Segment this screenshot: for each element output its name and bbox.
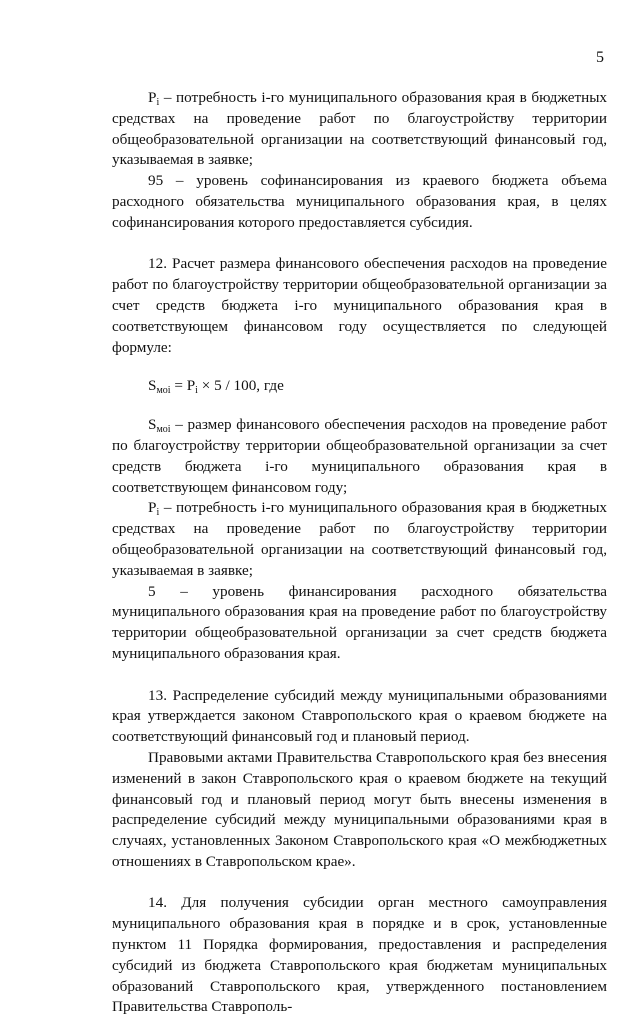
paragraph-13: 13. Распределение субсидий между муниципальными образованиями края утверждается законом Ставропольского края о краевом бюджете на соответствующий финансовый год и плановый период. <box>112 686 607 746</box>
paragraph-95-definition: 95 – уровень софинансирования из краевого бюджета объема расходного обязательства муниципального образования края, в целях софинансирования которого предоставляется субсидия. <box>112 172 607 231</box>
paragraph-13-continued: Правовыми актами Правительства Ставропольского края без внесения изменений в закон Ставропольского края о краевом бюджете на текущий финансовый год и плановый период могут быть внесены изменения в распределение субсидий между муниципальными образованиями края в случаях, установленных Законом Ставропольского края «О межбюджетных отношениях в Ставропольском крае». <box>112 748 607 870</box>
paragraph-5-definition: 5 – уровень финансирования расходного обязательства муниципального образования края на проведение работ по благоустройству территории общеобразовательной организации за счет средств бюджета муниципального образования края. <box>112 582 607 662</box>
paragraph-12: 12. Расчет размера финансового обеспечения расходов на проведение работ по благоустройству территории общеобразовательной организации за счет средств бюджета i-го муниципального образования края в соответствующем финансовом году осуществляется по следующей формуле: <box>112 255 607 356</box>
paragraph-pi-definition: $P_i$ – потребность i-го муниципального образования края в бюджетных средствах на проведение работ по благоустройству территории общеобразовательной организации на соответствующий финансовый год, указываемая в заявке; <box>112 89 608 169</box>
formula: $S_{моi} = P_i \times 5 / 100$, где <box>148 377 284 397</box>
page-number: 5 <box>596 49 604 66</box>
paragraph-pi-definition-2: $P_i$ – потребность i-го муниципального образования края в бюджетных средствах на проведение работ по благоустройству территории общеобразовательной организации на соответствующий финансовый год, указываемая в заявке; <box>112 499 608 579</box>
document-body <box>112 88 607 1018</box>
paragraph-14: 14. Для получения субсидии орган местного самоуправления муниципального образования края в порядке и в срок, установленные пунктом 11 Порядка формирования, предоставления и распределения субсидий из бюджета Ставропольского края бюджетам муниципальных образований Ставропольского края, утвержденного постановлением Правительства Ставрополь- <box>112 894 607 1016</box>
paragraph-smoi-definition: $S_{моi}$ – размер финансового обеспечения расходов на проведение работ по благоустройству территории общеобразовательной организации за счет средств бюджета i-го муниципального образования края в соответствующем финансовом году; <box>112 416 607 496</box>
